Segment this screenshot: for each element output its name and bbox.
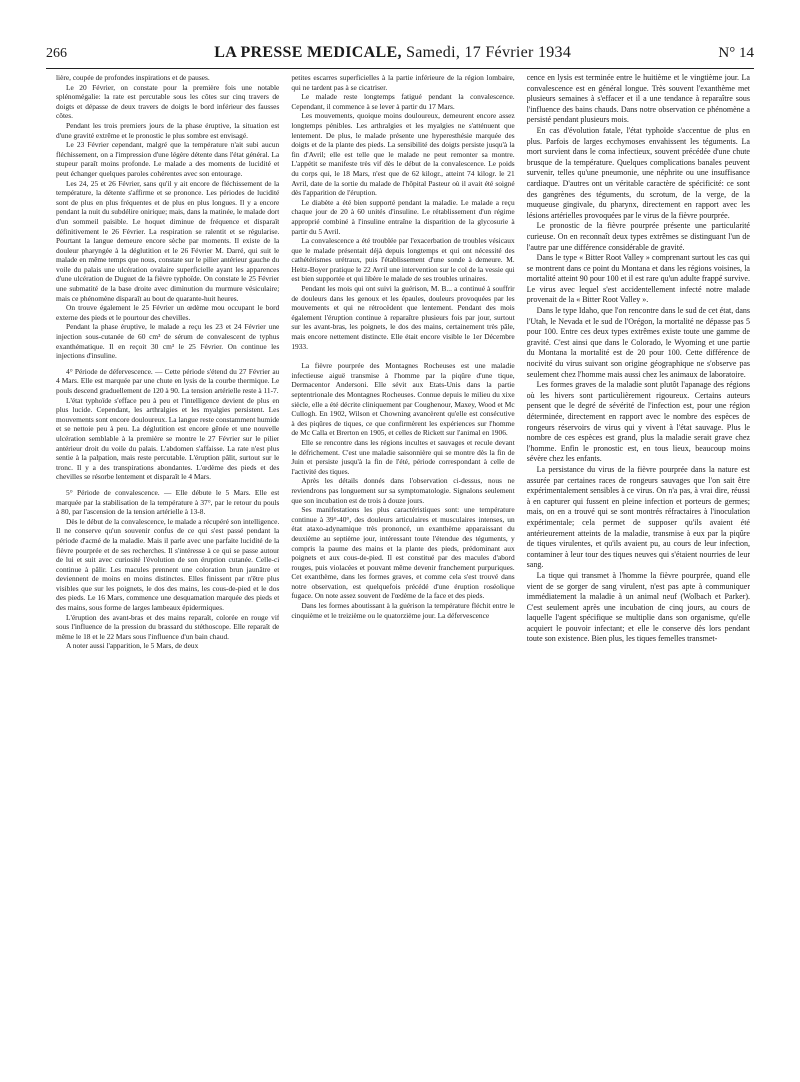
paragraph: La convalescence a été troublée par l'exacerbation de troubles vésicaux que le malade présentait déjà depuis longtemps et qui ont nécessité des cathétérismes urétraux, puis l'établissement d'une sonde à demeure. M. Heitz-Boyer pratique le 22 Avril une intervention sur le col de la vessie qui est bien supportée et qui libère le malade de ses troubles urinaires. <box>291 236 515 284</box>
paragraph: Dans le type Idaho, que l'on rencontre dans le sud de cet état, dans l'Utah, le Nevada et le sud de l'Orégon, la mortalité ne dépasse pas 5 pour 100. Entre ces deux types extrêmes existe toute une gamme de gravité. C'est ainsi que dans le Colorado, le Wyoming et une partie du Montana la mortalité est de 20 pour 100. Cette différence de nocivité du virus suivant son origine géographique ne s'observe pas seulement chez l'homme mais aussi chez les animaux de laboratoire. <box>526 306 750 379</box>
paragraph: Après les détails donnés dans l'observation ci-dessus, nous ne reviendrons pas longuement sur sa symptomatologie. Signalons seulement que son incubation est de trois à douze jours. <box>291 476 515 505</box>
column-middle <box>291 73 514 1073</box>
paragraph: Ses manifestations les plus caractéristiques sont: une température continue à 39°-40°, des douleurs articulaires et musculaires intenses, un état ataxo-adynamique très prononcé, un exanthème apparaissant du deuxième au septième jour, intéressant toute l'étendue des téguments, y compris la paume des mains et la plante des pieds, prédominant aux poignets et aux cous-de-pied. Il est constitué par des macules d'abord rouges, puis violacées et pouvant même devenir franchement purpuriques. Cet exanthème, dans les formes graves, et comme cela s'est trouvé dans notre observation, est quelquefois précédé d'une éruption roséolique fugace. On note assez souvent de l'œdème de la face et des pieds. <box>291 505 515 601</box>
paragraph: Dans les formes aboutissant à la guérison la température fléchit entre le cinquième et le treizième ou le quatorzième jour. La défervescence <box>291 601 515 620</box>
paragraph: Les formes graves de la maladie sont plutôt l'apanage des régions où les hivers sont particulièrement rigoureux. Certains auteurs pensent que le degré de sévérité de l'infection est, pour une région déterminée, directement en rapport avec le nombre des espèces de rongeurs réservoirs de virus qui y vivent à l'état sauvage. Plus le nombre de ces espèces est grand, plus la maladie serait grave chez l'homme. Enfin le pronostic est, en tous lieux, beaucoup moins sévère chez les enfants. <box>526 380 750 464</box>
article-body <box>56 73 750 1073</box>
paragraph: A noter aussi l'apparition, le 5 Mars, de deux <box>66 641 199 651</box>
paragraph: Le diabète a été bien supporté pendant la maladie. Le malade a reçu chaque jour de 20 à 60 unités d'insuline. Le rétablissement d'un régime approprié combiné à l'insuline entraîne la disparition de la glycosurie à partir du 5 Avril. <box>291 197 515 236</box>
issue-date: Samedi, 17 Février 1934 <box>406 44 572 61</box>
paragraph: Pendant les mois qui ont suivi la guérison, M. B... a continué à souffrir de douleurs dans les genoux et les épaules, douleurs provoquées par les mouvements et qui ne rétrocèdent que lentement. Pendant des mois également l'éruption continue à reparaître plusieurs fois par jour, surtout sur les avant-bras, les poignets, le dos des mains, certainement très pâle, mais encore nettement distincte. Elle était encore visible le 1er Décembre 1933. <box>291 284 515 351</box>
paragraph: Dès le début de la convalescence, le malade a récupéré son intelligence. Il ne conserve qu'un souvenir confus de ce qui s'est passé pendant la période d'acmé de la maladie. Mais il parle avec une parfaite lucidité de la fièvre pourprée et de ses recherches. Il s'intéresse à ce qui se passe autour de lui et suit avec curiosité l'évolution de son éruption cutanée. Celle-ci continue à pâlir. Les macules prennent une coloration brun jaunâtre et deviennent de moins en moins distinctes. Elles finissent par n'être plus visibles que sur les poignets, le dos des mains, les cous-de-pied et le dos des pieds. Le 16 Mars, commence une desquamation marquée des pieds et des mains, sous forme de larges lambeaux épidermiques. <box>56 516 280 613</box>
paragraph: petites escarres superficielles à la partie inférieure de la région lombaire, qui ne tardent pas à se cicatriser. <box>291 73 515 92</box>
paragraph: cence en lysis est terminée entre le huitième et le vingtième jour. La convalescence est en général longue. Très souvent l'exanthème met plusieurs semaines à s'effacer et il a une tendance à reparaître sous l'influence des bains chauds. Dans notre observation ce phénomène a persisté pendant plusieurs mois. <box>526 73 750 125</box>
paragraph: On trouve également le 25 Février un œdème mou occupant le bord externe des pieds et le pourtour des chevilles. <box>56 303 280 322</box>
paragraph: L'état typhoïde s'efface peu à peu et l'intelligence devient de plus en plus lucide. Cependant, les arthralgies et les myalgies persistent. Les mouvements sont encore douloureux. La langue reste constamment humide et se nettoie peu à peu. La déglutition est encore gênée et une nouvelle ulcération semblable à la première se montre le 27 Février sur le pilier antérieur droit du voile du palais. L'abdomen s'affaisse. La rate n'est plus sentie à la palpation, mais reste percutable. L'éruption pâlit, surtout sur le tronc. Il y a des transpirations abondantes. L'œdème des pieds et des chevilles se résorbe lentement et disparaît le 4 Mars. <box>56 395 280 482</box>
column-right <box>527 73 750 1073</box>
page-header <box>46 44 754 66</box>
issue-number: N° 14 <box>718 45 754 61</box>
paragraph: Les 24, 25 et 26 Février, sans qu'il y ait encore de fléchissement de la température, la détente s'affirme et se prononce. Les périodes de lucidité sont de plus en plus fréquentes et de plus en plus longues. Il y a encore pendant la nuit du subdélire onirique; mais, dans la matinée, le malade dort d'un sommeil paisible. Le hoquet diminue de fréquence et disparaît définitivement le 26 Février. La respiration se ralentit et se régularise. Pourtant la langue demeure encore sèche par moments. Il existe de la douleur pharyngée à la déglutition et le 26 Février M. Darré, qui suit le malade en même temps que nous, constate sur le pilier antérieur gauche du voile du palais une ulcération ovalaire superficielle ayant les apparences d'une ulcération de Duguet de la fièvre typhoïde. On constate le 25 Février une submatité de la base droite avec diminution du murmure vésiculaire; mais ce phénomène disparaît au bout de quarante-huit heures. <box>56 178 280 303</box>
header-rule <box>46 68 754 69</box>
paragraph: L'éruption des avant-bras et des mains reparaît, colorée en rouge vif sous l'influence de la pression du brassard du stéthoscope. Elle reparaît de même le 18 et le 22 Mars sous l'influence d'un bain chaud. <box>56 612 280 641</box>
paragraph: Elle se rencontre dans les régions incultes et sauvages et recule devant le défrichement. C'est une maladie saisonnière qui se montre dès la fin de Juin et persiste jusqu'à la fin de l'été, période correspondant à celle de l'activité des tiques. <box>291 437 515 476</box>
paragraph: lière, coupée de profondes inspirations et de pauses. <box>56 73 210 82</box>
paragraph: Le 23 Février cependant, malgré que la température n'ait subi aucun fléchissement, on a l'impression d'une légère détente dans l'état général. La stupeur paraît moins profonde. Le malade a des moments de lucidité et peut échanger quelques paroles cohérentes avec son entourage. <box>56 140 280 178</box>
column-left <box>56 73 279 1073</box>
paragraph: Le 20 Février, on constate pour la première fois une notable splénomégalie: la rate est percutable sous les côtes sur cinq travers de doigts et dépasse de deux travers de doigts le bord inférieur des fausses côtes. <box>56 82 280 121</box>
paragraph: Pendant les trois premiers jours de la phase éruptive, la situation est d'une gravité extrême et le pronostic le plus sombre est envisagé. <box>56 120 280 140</box>
paragraph: La persistance du virus de la fièvre pourprée dans la nature est assurée par certaines races de rongeurs sauvages que l'on sait être expérimentalement sensibles à ce virus. On n'a pas, à vrai dire, réussi à en capturer qui fussent en pleine infection et porteurs de germes; mais, on en a trouvé qui se sont montrés réfractaires à l'inoculation expérimentale; cela permet de supposer qu'ils avaient été antérieurement atteints de la maladie, transmise à eux par la piqûre de tiques virulentes, et qu'ils avaient pu, au cours de leur infection, contaminer à leur tour des tiques neuves qui s'étaient nourries de leur sang. <box>526 464 750 570</box>
page-number: 266 <box>46 46 67 61</box>
paragraph: La fièvre pourprée des Montagnes Rocheuses est une maladie infectieuse aiguë transmise à l'homme par la piqûre d'une tique, Dermacentor Andersoni. Elle sévit aux Etats-Unis dans la partie septentrionale des Montagnes Rocheuses. Connue depuis le milieu du xixe siècle, elle a été décrite cliniquement par Coughenour, Maxey, Wood et Mc Cullogh. En 1902, Wilson et Chowning avancèrent qu'elle est consécutive à des piqûres de tiques, ce que confirmèrent les expériences sur l'homme de Mc Calla et Brerton en 1905, et celles de Rickett sur l'animal en 1906. <box>291 361 515 438</box>
paragraph: La tique qui transmet à l'homme la fièvre pourprée, quand elle vient de se gorger de sang virulent, n'est pas apte à communiquer immédiatement la maladie à un animal neuf (Wolbach et Parker). C'est seulement après une incubation de cinq jours, au cours de laquelle l'agent spécifique se multiplie dans son organisme, qu'elle acquiert le pouvoir infectant; et elle le conserve dès lors pendant toute son existence. Bien plus, les tiques femelles transmet- <box>526 570 750 644</box>
paragraph: Le pronostic de la fièvre pourprée présente une particularité curieuse. On en reconnaît deux types extrêmes se distinguant l'un de l'autre par une différence considérable de gravité. <box>526 221 750 252</box>
journal-name: LA PRESSE MEDICALE, <box>214 44 402 61</box>
paragraph: Pendant la phase éruptive, le malade a reçu les 23 et 24 Février une injection sous-cutanée de 60 cm³ de sérum de convalescent de typhus exanthématique. Il en reçoit 30 cm³ le 25 Février. On continue les injections d'insuline. <box>56 322 280 361</box>
paragraph: Dans le type « Bitter Root Valley » comprenant surtout les cas qui se montrent dans ce point du Montana et dans les régions voisines, la mortalité atteint 90 pour 100 et il est rare qu'un adulte frappé survive. Le virus avec lequel s'est accidentellement infecté notre malade provenait de la « Bitter Root Valley ». <box>526 253 750 305</box>
paragraph: En cas d'évolution fatale, l'état typhoïde s'accentue de plus en plus. Parfois de larges ecchymoses envahissent les téguments. La mort survient dans le coma infectieux, souvent précédée d'une chute brusque de la température. Quelques complications banales peuvent survenir, telles qu'une pneumonie, une néphrite ou une insuffisance cardiaque. D'autres ont un véritable caractère de spécificité: ce sont des gangrènes des téguments, du scrotum, de la verge, de la muqueuse gingivale, du pharynx, directement en rapport avec les lésions artérielles provoquées par le virus de la fièvre pourprée. <box>526 125 750 220</box>
paragraph: Les mouvements, quoique moins douloureux, demeurent encore assez longtemps pénibles. Les arthralgies et les myalgies ne s'atténuent que lentement. De plus, le malade présente une hyperesthésie marquée des doigts et de la plante des pieds. La sensibilité des doigts persiste jusqu'à la fin d'Avril; elle est telle que le malade ne peut remonter sa montre. L'appétit se manifeste très vif dès le début de la convalescence. Le poids du corps qui, le 18 Mars, n'est que de 62 kilogr., atteint 74 kilogr. le 21 Avril, date de la sortie du malade de l'hôpital Pasteur où il avait été soigné dès l'apparition de l'éruption. <box>291 111 515 198</box>
paragraph: Le malade reste longtemps fatigué pendant la convalescence. Cependant, il commence à se lever à partir du 17 Mars. <box>291 92 515 111</box>
paragraph: 4° Période de défervescence. — Cette période s'étend du 27 Février au 4 Mars. Elle est marquée par une chute en lysis de la courbe thermique. Le pouls descend graduellement de 120 à 90. La tension artérielle reste à 11-7. <box>56 366 280 395</box>
journal-title <box>214 44 571 62</box>
paragraph: 5° Période de convalescence. — Elle débute le 5 Mars. Elle est marquée par la stabilisation de la température à 37°, par le retour du pouls à 80, par l'ascension de la tension artérielle à 13-8. <box>56 487 280 517</box>
